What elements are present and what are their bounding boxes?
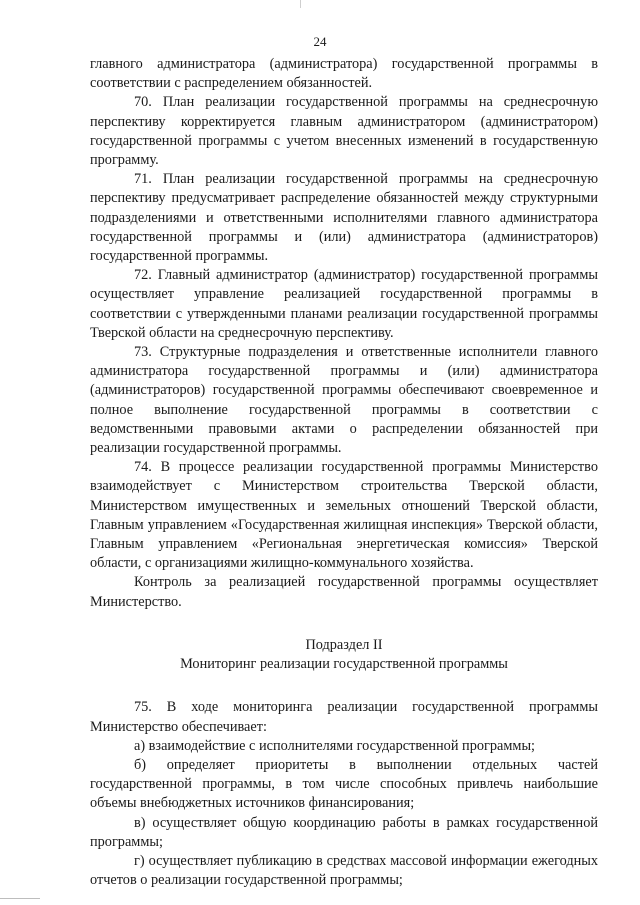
subsection-number: Подраздел II (305, 636, 383, 653)
paragraph-75a: а) взаимодействие с исполнителями государственной программы; (134, 737, 536, 754)
paragraph-cont: главного администратора (администратора) государственной программы в соответствии с распределением обязанностей. (90, 56, 598, 92)
paragraph-73: 73. Структурные подразделения и ответственные исполнители главного администратора государственной программы и (или) администратора (администраторов) государственной программы обеспечивают своевременное и полное выполнение государственной программы в соответствии с ведомственными правовыми актами о распределении обязанностей при реализации государственной программы. (90, 344, 598, 457)
paragraphs-top (90, 55, 598, 612)
paragraph-75v: в) осуществляет общую координацию работы в рамках государственной программы; (90, 814, 598, 850)
page-number: 24 (313, 34, 327, 49)
document-body (90, 55, 598, 890)
paragraph-72: 72. Главный администратор (администратор) государственной программы осуществляет управление реализацией государственной программы в соответствии с утвержденными планами реализации государственной программы Тверской области на среднесрочную перспективу. (90, 267, 598, 341)
scan-artifact-bottom (0, 898, 40, 899)
paragraph-74: 74. В процессе реализации государственной программы Министерство взаимодействует с Министерством строительства Тверской области, Министерством имущественных и земельных отношений Тверской области, Главным управлением «Государственная жилищная инспекция» Тверской области, Главным управлением «Региональная энергетическая комиссия» Тверской области, с организациями жилищно-коммунального хозяйства. (90, 459, 598, 572)
subsection-title: Мониторинг реализации государственной программы (180, 656, 508, 673)
paragraph-71: 71. План реализации государственной программы на среднесрочную перспективу предусматривает распределение обязанностей между структурными подразделениями и ответственными исполнителями главного администратора государственной программы и (или) администратора (администраторов) государственной программы. (90, 171, 598, 265)
spacer (90, 612, 598, 636)
paragraph-75: 75. В ходе мониторинга реализации государственной программы Министерство обеспечивает: (90, 699, 598, 735)
paragraph-75g: г) осуществляет публикацию в средствах массовой информации ежегодных отчетов о реализации государственной программы; (90, 852, 598, 889)
paragraph-75b: б) определяет приоритеты в выполнении отдельных частей государственной программы, в том числе способных привлечь наибольшие объемы внебюджетных источников финансирования; (90, 756, 598, 812)
paragraph-70: 70. План реализации государственной программы на среднесрочную перспективу корректируется главным администратором (администратором) государственной программы с учетом внесенных изменений в государственную программу. (90, 94, 598, 169)
spacer (90, 674, 598, 698)
paragraph-control: Контроль за реализацией государственной программы осуществляет Министерство. (90, 574, 598, 610)
scan-artifact-top (300, 0, 301, 8)
paragraphs-bottom (90, 698, 598, 890)
